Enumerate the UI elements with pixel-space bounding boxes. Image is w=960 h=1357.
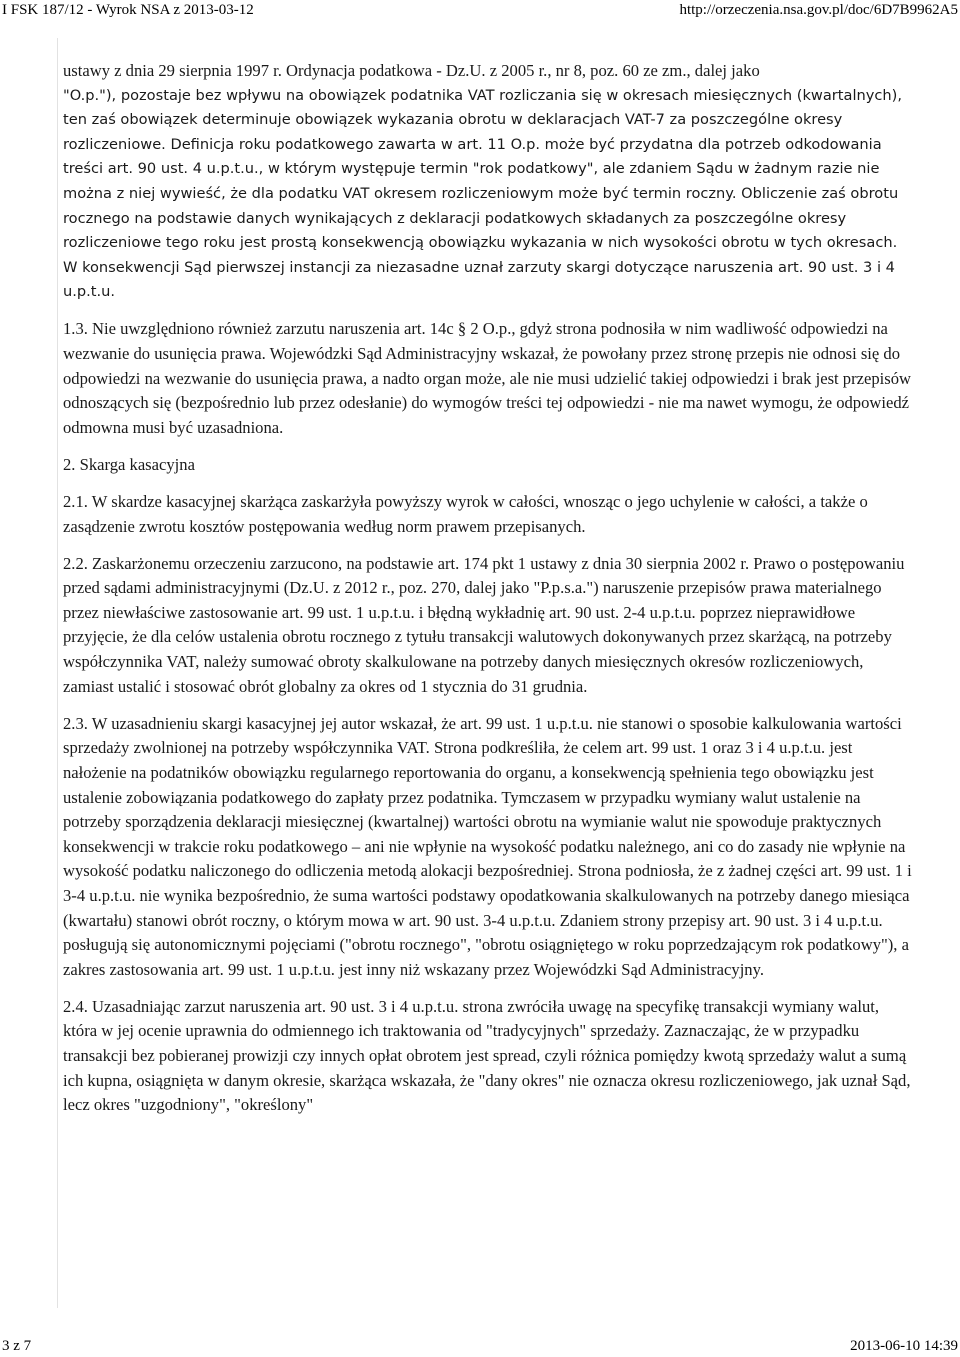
page-counter: 3 z 7 <box>2 1338 32 1354</box>
paragraph-1-3: 1.3. Nie uwzględniono również zarzutu naruszenia art. 14c § 2 O.p., gdyż strona podnosiła w nim wadliwość odpowiedzi na wezwanie do usunięcia prawa. Wojewódzki Sąd Administracyjny wskazał, że powołany przez stronę przepis nie odnosi się do odpowiedzi na wezwanie do usunięcia prawa, a nadto organ może, ale nie musi udzielić takiej odpowiedzi i brak jest przepisów odnoszących się (bezpośrednio lub przez odesłanie) do wymogów treści tej odpowiedzi - nie ma nawet wymogu, że odpowiedź odmowna musi być uzasadniona. <box>63 319 911 437</box>
paragraph-top-line: ustawy z dnia 29 sierpnia 1997 r. Ordynacja podatkowa - Dz.U. z 2005 r., nr 8, poz. 60 ze zm., dalej jako <box>63 61 760 80</box>
margin-rule <box>57 38 58 1308</box>
paragraph-2-4: 2.4. Uzasadniając zarzut naruszenia art. 90 ust. 3 i 4 u.p.t.u. strona zwróciła uwagę na specyfikę transakcji wymiany walut, która w jej ocenie uprawnia do odmiennego ich traktowania od "tradycyjnych" sprzedaży. Zaznaczając, że w przypadku transakcji bez pobieranej prowizji czy innych opłat obrotem jest spread, czyli różnica pomiędzy kwotą sprzedaży walut a sumą ich kupna, osiągnięta w danym okresie, skarżąca wskazała, że "dany okres" nie oznacza okresu rozliczeniowego, jak uznał Sąd, lecz okres "uzgodniony", "określony" <box>63 996 911 1115</box>
paragraph-1-2-continuation: "O.p."), pozostaje bez wpływu na obowiązek podatnika VAT rozliczania się w okresach miesięcznych (kwartalnych), ten zaś obowiązek determinuje obowiązek wykazania obrotu w deklaracjach VAT-7 za poszczególne okresy rozliczeniowe. Definicja roku podatkowego zawarta w art. 11 O.p. może być przydatna dla potrzeb odkodowania treści art. 90 ust. 4 u.p.t.u., w którym występuje termin "rok podatkowy", ale zdaniem Sądu w żadnym razie nie można z niej wywieść, że dla podatku VAT okresem rozliczeniowym może być termin roczny. Obliczenie zaś obrotu rocznego na podstawie danych wynikających z deklaracji podatkowych składanych za poszczególne okresy rozliczeniowe tego roku jest prostą konsekwencją obowiązku wykazania w nich wysokości obrotu w tych okresach. W konsekwencji Sąd pierwszej instancji za niezasadne uznał zarzuty skargi dotyczące naruszenia art. 90 ust. 3 i 4 u.p.t.u. <box>63 86 903 301</box>
paragraph-2-1: 2.1. W skardze kasacyjnej skarżąca zaskarżyła powyższy wyrok w całości, wnosząc o jego uchylenie w całości, a także o zasądzenie zwrotu kosztów postępowania według norm prawem przepisanych. <box>63 492 868 536</box>
page-header-title: I FSK 187/12 - Wyrok NSA z 2013-03-12 <box>2 2 254 18</box>
section-heading-2: 2. Skarga kasacyjna <box>63 454 195 474</box>
page-header-url[interactable]: http://orzeczenia.nsa.gov.pl/doc/6D7B9962A5 <box>679 2 958 18</box>
document-body <box>63 59 913 1130</box>
paragraph-2-3: 2.3. W uzasadnieniu skargi kasacyjnej jej autor wskazał, że art. 99 ust. 1 u.p.t.u. nie stanowi o sposobie kalkulowania wartości sprzedaży zwolnionej na potrzeby współczynnika VAT. Strona podkreśliła, że celem art. 99 ust. 1 oraz 3 i 4 u.p.t.u. jest nałożenie na podatników obowiązku regularnego reportowania do organu, a konsekwencją spełnienia tego obowiązku jest ustalenie zobowiązania podatkowego do zapłaty przez podatnika. Tymczasem w przypadku wymiany walut ustalenie na potrzeby sporządzenia deklaracji miesięcznej (kwartalnej) wartości obrotu na wymianie walut nie spowoduje praktycznych konsekwencji w trakcie roku podatkowego – ani nie wpłynie na wysokość podatku należnego, ani co do zasady nie wpłynie na wysokość podatku naliczonego do odliczenia metodą alokacji bezpośredniej. Strona podniosła, że z żadnej części art. 99 ust. 1 i 3-4 u.p.t.u. nie wynika bezpośrednio, że suma wartości podstawy opodatkowania skalkulowanych na potrzeby danego miesiąca (kwartału) stanowi obrót roczny, o którym mowa w art. 90 ust. 3-4 u.p.t.u. Zdaniem strony przepisy art. 90 ust. 3 i 4 u.p.t.u. posługują się autonomicznymi pojęciami ("obrotu rocznego", "obrotu osiągniętego w roku poprzedzającym rok podatkowy"), a zakres zastosowania art. 99 ust. 1 u.p.t.u. jest inny niż wskazany przez Wojewódzki Sąd Administracyjny. <box>63 713 912 979</box>
paragraph-2-2: 2.2. Zaskarżonemu orzeczeniu zarzucono, na podstawie art. 174 pkt 1 ustawy z dnia 30 sierpnia 2002 r. Prawo o postępowaniu przed sądami administracyjnymi (Dz.U. z 2012 r., poz. 270, dalej jako "P.p.s.a.") naruszenie przepisów prawa materialnego przez niewłaściwe zastosowanie art. 99 ust. 1 u.p.t.u. i błędną wykładnię art. 90 ust. 2-4 u.p.t.u. poprzez nieprawidłowe przyjęcie, że dla celów ustalenia obrotu rocznego z tytułu transakcji walutowych dokonywanych przez skarżącą, na potrzeby współczynnika VAT, należy sumować obroty skalkulowane na potrzeby danych miesięcznych okresów rozliczeniowych, zamiast ustalić i stosować obrót globalny za okres od 1 stycznia do 31 grudnia. <box>63 553 905 696</box>
print-timestamp: 2013-06-10 14:39 <box>850 1338 958 1354</box>
